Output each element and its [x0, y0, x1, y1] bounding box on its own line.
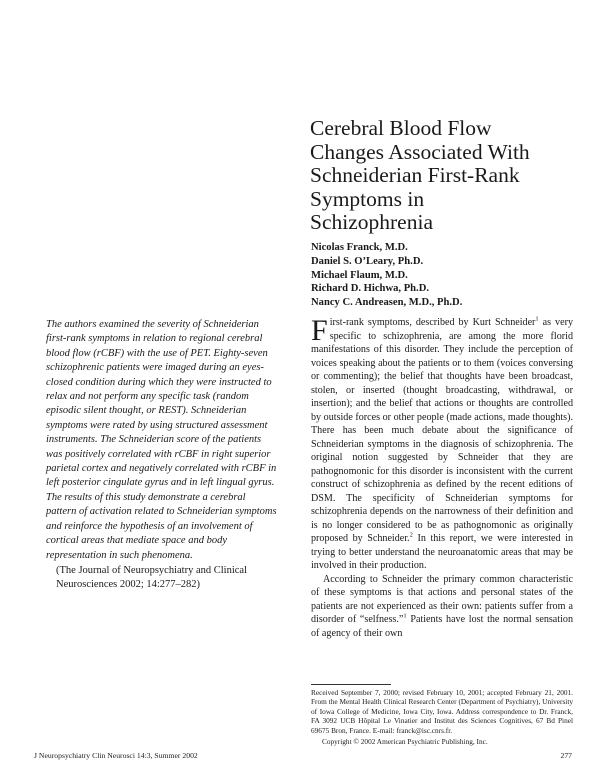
author: Michael Flaum, M.D. [311, 269, 408, 281]
author-list [311, 241, 581, 310]
reference-marker: 1 [403, 612, 407, 620]
article-title [310, 117, 590, 235]
journal-footer: J Neuropsychiatry Clin Neurosci 14:3, Summer 2002 [34, 751, 198, 760]
received-footnote: Received September 7, 2000; revised February 10, 2001; accepted February 21, 2001. From the Mental Health Clinical Research Center (Department of Psychiatry), University of Iowa College of Medicine, Iowa City, Iowa. Address correspondence to Dr. Franck, FA 3092 UCB Hôpital Le Vinatier and Institut des Sciences Cognitives, 67 Bd Pinel 69675 Bron, France. E-mail: franck@isc.cnrs.fr. [311, 688, 573, 735]
footnote-divider [311, 684, 391, 685]
body-column [311, 316, 573, 640]
title-line: Symptoms in [310, 186, 425, 211]
author: Nancy C. Andreasen, M.D., Ph.D. [311, 297, 463, 309]
body-text-segment: irst-rank symptoms, described by Kurt Schneider [329, 317, 536, 328]
page-number: 277 [560, 751, 572, 760]
abstract: The authors examined the severity of Schneiderian first-rank symptoms in relation to regional cerebral blood flow (rCBF) with the use of PET. Eighty-seven schizophrenic patients were imaged during an eyes-closed condition during which they were instructed to relax and not perform any specific task (random episodic silent thought, or REST). Schneiderian symptoms were rated by using structured assessment instruments. The Schneiderian score of the patients was positively correlated with rCBF in right superior parietal cortex and negatively correlated with rCBF in left posterior cingulate gyrus and in left lingual gyrus. The results of this study demonstrate a cerebral pattern of activation related to Schneiderian symptoms and reinforce the hypothesis of an involvement of cortical areas that mediate space and body representation in such phenomena. [46, 319, 277, 561]
body-paragraph [311, 573, 573, 641]
author: Nicolas Franck, M.D. [311, 242, 408, 253]
reference-marker: 1 [535, 315, 539, 323]
body-text-segment: as very specific to schizophrenia, are among the more florid manifestations of this disorder. They include the perception of voices speaking about the patients or to them (voices conversing or commenting); the belief that thoughts have been broadcast, stolen, or inserted (thought broadcasting, withdrawal, or insertion); and the belief that actions or thoughts are controlled by outside forces or other people (made actions, made thoughts). There has been much debate about the significance of Schneiderian symptoms in the diagnosis of schizophrenia. The original notion suggested by Schneider that they are pathognomonic for this disorder is inconsistent with the current construct of schizophrenia as defined by the recent editions of DSM. The specificity of Schneiderian symptoms for schizophrenia depends on the narrowness of their definition and is no longer considered to be as pathognomonic as originally proposed by Schneider. [311, 317, 573, 544]
body-text-segment: Patients have lost the normal sensation of agency of their own [311, 614, 573, 639]
title-line: Cerebral Blood Flow [310, 116, 492, 140]
reference-marker: 2 [409, 531, 413, 539]
body-text-segment: According to Schneider the primary common characteristic of these symptoms is that actions and personal states of the patients are not experienced as their own: patients suffer from a disorder of “selfness.” [311, 573, 573, 625]
copyright-notice: Copyright © 2002 American Psychiatric Publishing, Inc. [322, 737, 488, 746]
title-line: Schneiderian First-Rank [310, 163, 520, 187]
title-line: Changes Associated With [310, 139, 530, 164]
body-paragraph [311, 316, 573, 573]
author: Daniel S. O’Leary, Ph.D. [311, 255, 424, 267]
body-text-segment: In this report, we were interested in trying to better understand the neuroanatomic areas that may be involved in their production. [311, 533, 573, 571]
journal-citation: (The Journal of Neuropsychiatry and Clinical Neurosciences 2002; 14:277–282) [56, 565, 247, 591]
author: Richard D. Hichwa, Ph.D. [311, 283, 430, 295]
title-line: Schizophrenia [310, 210, 433, 234]
drop-cap: F [311, 314, 328, 347]
